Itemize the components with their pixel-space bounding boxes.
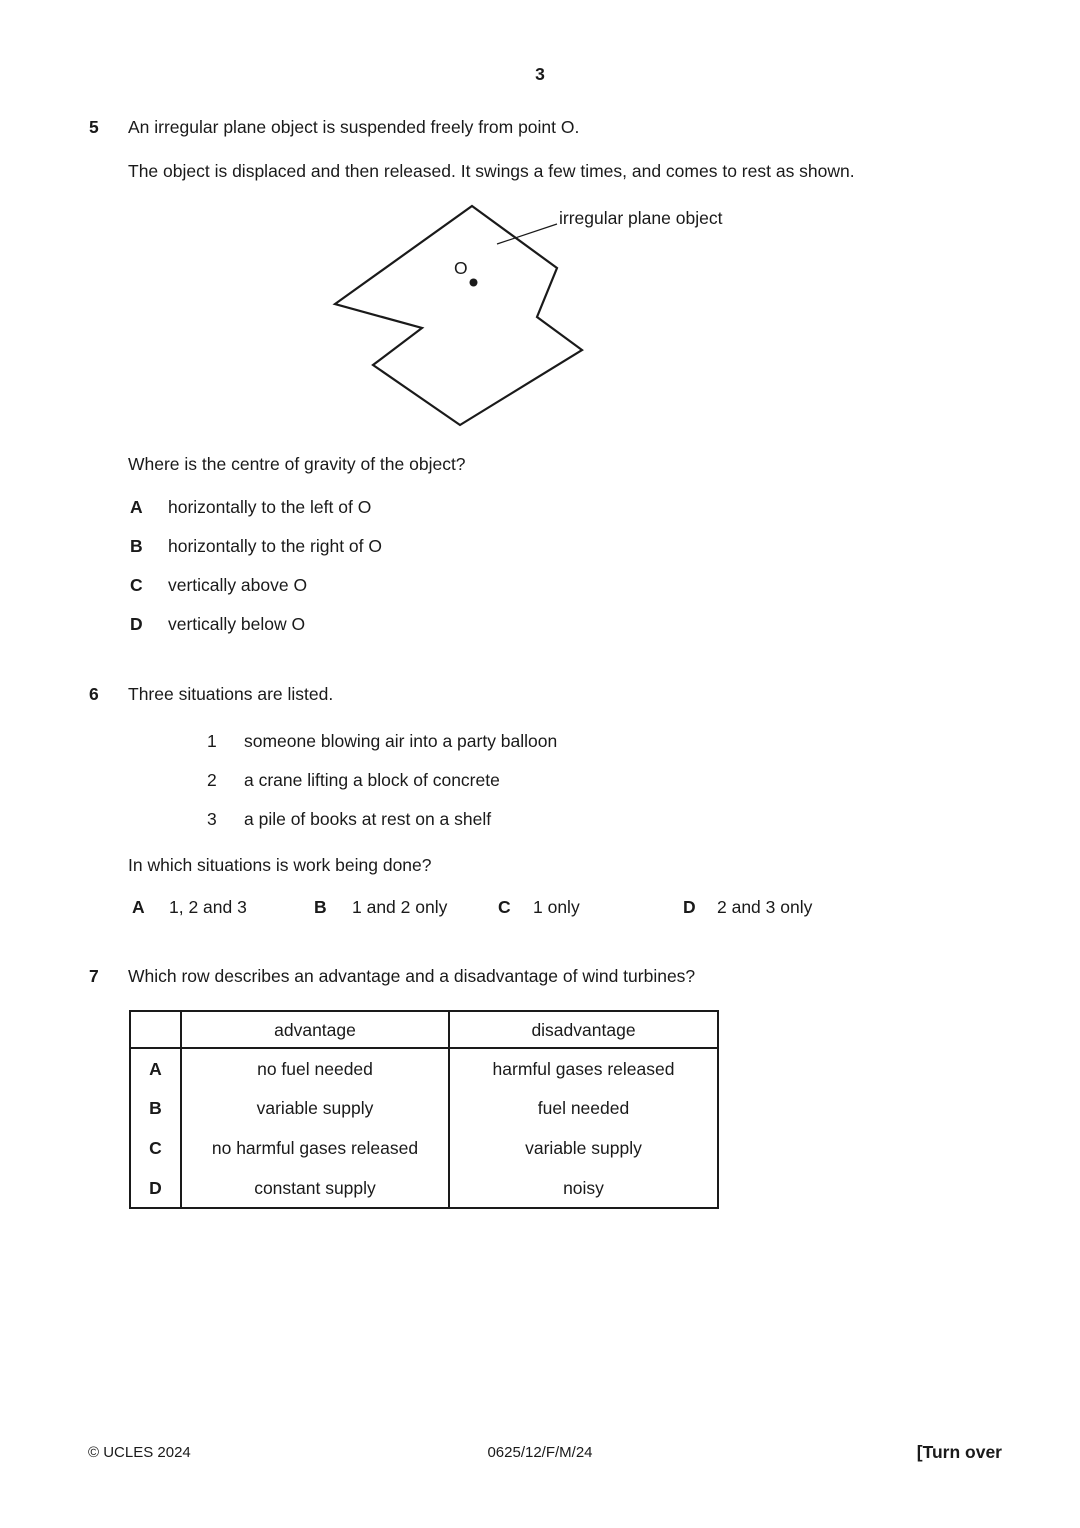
q6-option-b-letter: B <box>314 897 327 917</box>
q6-option-d-letter: D <box>683 897 696 917</box>
q7-row-a-disadvantage: harmful gases released <box>449 1048 718 1088</box>
irregular-plane-object-label: irregular plane object <box>559 208 723 228</box>
q7-row-c-disadvantage: variable supply <box>449 1128 718 1168</box>
q6-item-2 <box>207 770 500 790</box>
question-6-number: 6 <box>89 684 99 704</box>
q6-option-b-text: 1 and 2 only <box>352 897 448 917</box>
question-7-intro <box>89 966 695 986</box>
q7-row-b-letter: B <box>149 1098 162 1118</box>
question-5-intro <box>89 117 579 137</box>
q6-option-a-text: 1, 2 and 3 <box>169 897 247 917</box>
q6-item-3-number: 3 <box>207 809 217 829</box>
q7-row-a-letter: A <box>149 1058 162 1079</box>
q7-row-b-advantage: variable supply <box>181 1088 449 1128</box>
q5-option-b-text: horizontally to the right of O <box>168 536 382 556</box>
question-6-intro-text: Three situations are listed. <box>128 684 334 704</box>
q5-option-d-letter: D <box>130 614 143 634</box>
q6-option-c-text: 1 only <box>533 897 580 917</box>
suspension-point-dot <box>470 279 478 287</box>
q6-item-2-number: 2 <box>207 770 217 790</box>
q6-item-2-text: a crane lifting a block of concrete <box>244 770 500 790</box>
question-6-question: In which situations is work being done? <box>128 855 432 875</box>
irregular-object-polygon <box>335 206 582 425</box>
question-5-question: Where is the centre of gravity of the object? <box>128 454 466 474</box>
question-6-intro <box>89 684 333 704</box>
q7-table-header-advantage: advantage <box>181 1011 449 1048</box>
q7-table-header-disadvantage: disadvantage <box>449 1011 718 1048</box>
q7-row-c-advantage: no harmful gases released <box>181 1128 449 1168</box>
q7-table-row-d <box>130 1168 718 1208</box>
q6-item-1-text: someone blowing air into a party balloon <box>244 731 558 751</box>
q7-row-d-letter: D <box>149 1177 162 1198</box>
q7-row-c-letter: C <box>149 1138 162 1158</box>
q6-option-c-letter: C <box>498 897 511 917</box>
footer-turn-over: [Turn over <box>916 1442 1002 1462</box>
q7-table <box>129 1010 719 1209</box>
q5-option-b-letter: B <box>130 536 143 556</box>
q7-row-d-disadvantage: noisy <box>449 1168 718 1208</box>
question-7-question: Which row describes an advantage and a disadvantage of wind turbines? <box>128 966 696 986</box>
q7-table-row-a <box>130 1048 718 1088</box>
q7-row-a-advantage: no fuel needed <box>181 1048 449 1088</box>
q6-item-3-text: a pile of books at rest on a shelf <box>244 809 492 829</box>
q7-table-corner-cell <box>130 1011 181 1048</box>
q5-option-a <box>130 497 371 517</box>
q6-item-1-number: 1 <box>207 731 217 751</box>
q5-option-c-text: vertically above O <box>168 575 308 595</box>
q7-table-header-row <box>130 1011 718 1048</box>
q7-row-d-advantage: constant supply <box>181 1168 449 1208</box>
footer-copyright: © UCLES 2024 <box>88 1444 191 1461</box>
q5-option-c <box>130 575 307 595</box>
q5-option-c-letter: C <box>130 575 143 595</box>
irregular-object-figure <box>300 195 800 445</box>
q5-option-b <box>130 536 382 556</box>
q6-item-3 <box>207 809 491 829</box>
q6-option-a-letter: A <box>132 897 145 917</box>
q7-table-row-c <box>130 1128 718 1168</box>
q5-option-d <box>130 614 305 634</box>
question-5-line1: An irregular plane object is suspended freely from point O. <box>128 117 580 137</box>
question-7-number: 7 <box>89 966 99 986</box>
question-5-number: 5 <box>89 117 99 137</box>
q6-item-1 <box>207 731 557 751</box>
q5-option-a-letter: A <box>130 497 143 517</box>
point-o-label: O <box>454 258 468 278</box>
page-number: 3 <box>535 64 545 84</box>
question-5-line2: The object is displaced and then released. It swings a few times, and comes to rest as shown. <box>128 161 855 181</box>
q5-option-d-text: vertically below O <box>168 614 306 634</box>
q7-table-row-b <box>130 1088 718 1128</box>
q6-option-d-text: 2 and 3 only <box>717 897 813 917</box>
q5-diagram <box>300 195 800 445</box>
q5-option-a-text: horizontally to the left of O <box>168 497 372 517</box>
q7-row-b-disadvantage: fuel needed <box>449 1088 718 1128</box>
footer-paper-code: 0625/12/F/M/24 <box>487 1444 593 1461</box>
